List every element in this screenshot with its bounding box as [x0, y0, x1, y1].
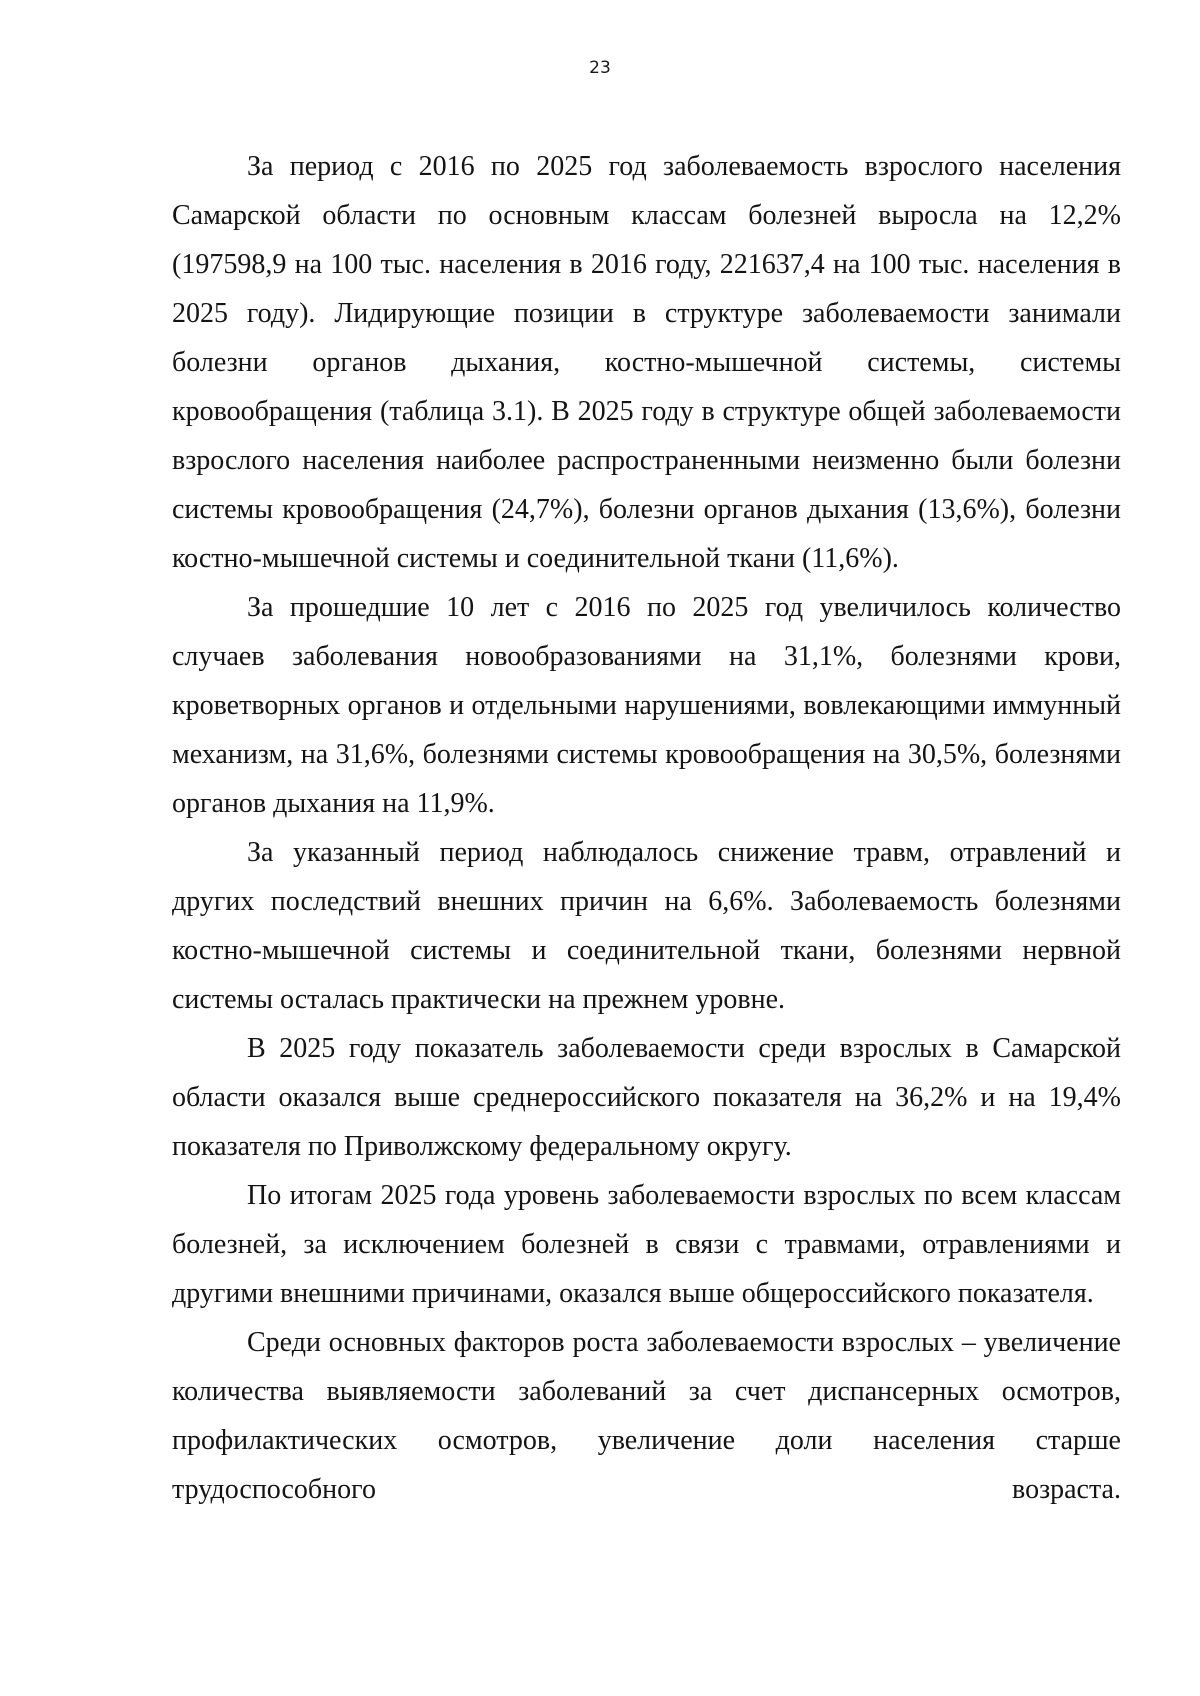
- paragraph-2: За прошедшие 10 лет с 2016 по 2025 год увеличилось количество случаев заболевания новообразованиями на 31,1%, болезнями крови, кроветворных органов и отдельными нарушениями, вовлекающими иммунный механизм, на 31,6%, болезнями системы кровообращения на 30,5%, болезнями органов дыхания на 11,9%.: [172, 592, 1121, 819]
- paragraph-6: Среди основных факторов роста заболеваемости взрослых – увеличение количества выявляемости заболеваний за счет диспансерных осмотров, профилактических осмотров, увеличение доли населения старше трудоспособного возраста.: [172, 1327, 1121, 1505]
- paragraph-1: За период с 2016 по 2025 год заболеваемость взрослого населения Самарской области по основным классам болезней выросла на 12,2% (197598,9 на 100 тыс. населения в 2016 году, 221637,4 на 100 тыс. населения в 2025 году). Лидирующие позиции в структуре заболеваемости занимали болезни органов дыхания, костно-мышечной системы, системы кровообращения (таблица 3.1). В 2025 году в структуре общей заболеваемости взрослого населения наиболее распространенными неизменно были болезни системы кровообращения (24,7%), болезни органов дыхания (13,6%), болезни костно-мышечной системы и соединительной ткани (11,6%).: [172, 151, 1121, 574]
- paragraph-4: В 2025 году показатель заболеваемости среди взрослых в Самарской области оказался выше среднероссийского показателя на 36,2% и на 19,4% показателя по Приволжскому федеральному округу.: [172, 1033, 1121, 1162]
- paragraph-5: По итогам 2025 года уровень заболеваемости взрослых по всем классам болезней, за исключением болезней в связи с травмами, отравлениями и другими внешними причинами, оказался выше общероссийского показателя.: [172, 1180, 1121, 1309]
- document-body: [172, 142, 1121, 1514]
- paragraph-3: За указанный период наблюдалось снижение травм, отравлений и других последствий внешних причин на 6,6%. Заболеваемость болезнями костно-мышечной системы и соединительной ткани, болезнями нервной системы осталась практически на прежнем уровне.: [172, 837, 1121, 1015]
- page-number: 23: [589, 58, 611, 78]
